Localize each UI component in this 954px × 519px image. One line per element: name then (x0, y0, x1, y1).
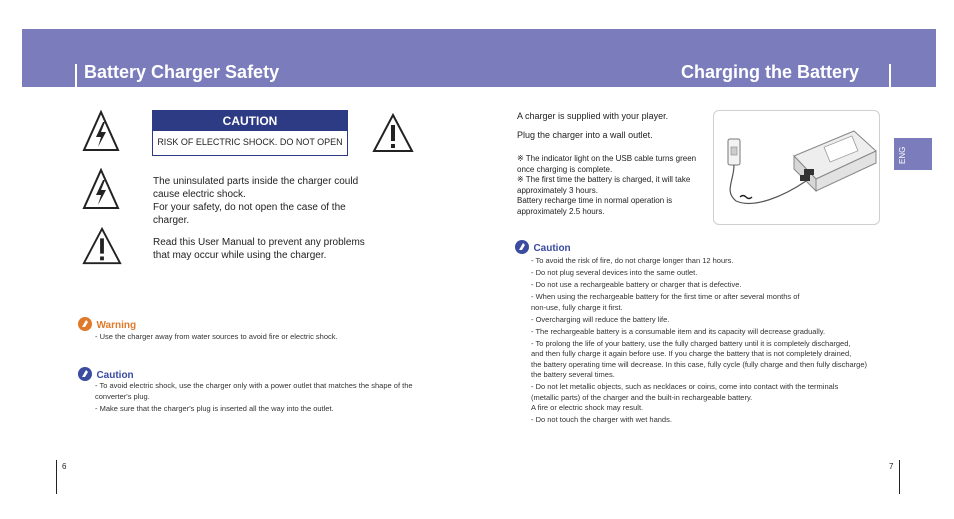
electric-shock-warning-icon (82, 110, 120, 152)
charger-device-illustration (714, 111, 879, 224)
list-item: - To prolong the life of your battery, use the fully charged battery until it is completely discharged, (531, 338, 851, 348)
page-margin-line-left (56, 460, 57, 494)
warning-heading (78, 315, 136, 333)
caution-list-left (95, 381, 413, 415)
title-divider-left (75, 64, 77, 88)
list-item: - Overcharging will reduce the battery life. (531, 314, 670, 324)
caution-label-title: CAUTION (153, 111, 347, 131)
list-item: - Make sure that the charger's plug is inserted all the way into the outlet. (95, 404, 334, 413)
caution-title-left: Caution (96, 370, 134, 381)
list-item: - The rechargeable battery is a consumable item and its capacity will decrease gradually. (531, 326, 826, 336)
title-divider-right (889, 64, 891, 88)
caution-title-right: Caution (533, 243, 571, 254)
list-item: - When using the rechargeable battery for the first time or after several months of (531, 292, 800, 301)
caution-heading-right (515, 238, 571, 256)
warning-title: Warning (96, 320, 137, 331)
page-title-right: Charging the Battery (681, 62, 860, 82)
list-item: - Do not touch the charger with wet hands. (531, 415, 672, 424)
list-item: - Do not plug several devices into the same outlet. (531, 268, 698, 277)
list-item: converter's plug. (95, 391, 150, 401)
language-side-tab (894, 138, 932, 170)
caution-label-text: RISK OF ELECTRIC SHOCK. DO NOT OPEN (157, 137, 343, 147)
warning-hand-icon (78, 317, 92, 331)
charger-instruction-text: Plug the charger into a wall outlet. (517, 130, 653, 140)
list-item: - Use the charger away from water sources to avoid fire or electric shock. (95, 332, 338, 341)
caution-hand-icon (515, 240, 529, 254)
page-number-left: 6 (62, 462, 67, 471)
caution-hand-icon (78, 367, 92, 381)
exclamation-warning-icon (372, 113, 414, 153)
list-item: non-use, fully charge it first. (531, 302, 623, 312)
caution-list-right (531, 256, 867, 426)
list-item: - To avoid the risk of fire, do not charge longer than 12 hours. (531, 256, 734, 265)
warning-list (95, 332, 338, 343)
caution-label-box (152, 110, 348, 156)
charging-notes: ※ The indicator light on the USB cable turns green once charging is complete. ※ The first time the battery is charged, it will take approximately 3 hours. Battery recharge time in normal operation is approximately 2.5 hours. (517, 154, 697, 216)
list-item: - Do not use a rechargeable battery or charger that is defective. (531, 280, 742, 289)
electric-shock-icon (82, 168, 120, 210)
language-tab-label: ENG (898, 146, 907, 164)
list-item: and then fully charge it again before use. If you charge the battery that is not completely drained, (531, 349, 852, 358)
list-item: the battery several times. (531, 370, 615, 379)
read-manual-warning-icon (82, 226, 122, 266)
page-title-left: Battery Charger Safety (84, 62, 280, 82)
list-item: the battery operating time will decrease. In this case, fully cycle (fully charge and then fully discharge) (531, 359, 867, 369)
list-item: (metallic parts) of the charger and the built-in rechargeable battery. (531, 392, 753, 402)
page-margin-line-right (899, 460, 900, 494)
list-item: A fire or electric shock may result. (531, 403, 644, 412)
list-item: - Do not let metallic objects, such as necklaces or coins, come into contact with the terminals (531, 382, 839, 391)
page-number-right: 7 (889, 462, 894, 471)
list-item: - To avoid electric shock, use the charger only with a power outlet that matches the shape of the (95, 381, 413, 390)
charger-illustration (713, 110, 880, 225)
manual-notice-text: Read this User Manual to prevent any problems that may occur while using the charger. (153, 237, 365, 261)
shock-warning-text: The uninsulated parts inside the charger could cause electric shock. For your safety, do not open the case of the charger. (153, 176, 359, 226)
charger-intro-text: A charger is supplied with your player. (517, 111, 669, 121)
